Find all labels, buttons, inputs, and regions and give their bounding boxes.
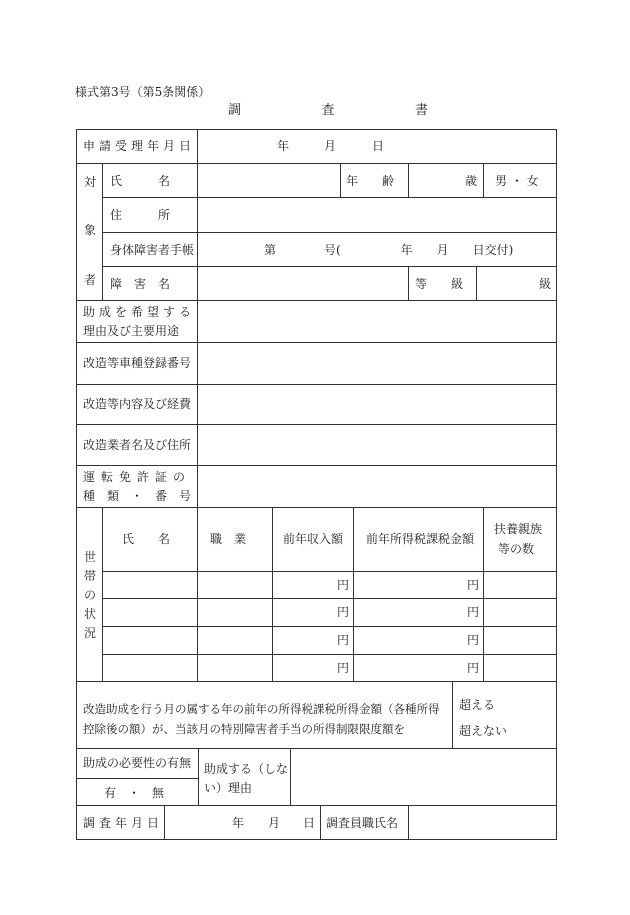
form-number: 様式第3号（第5条関係） <box>75 85 211 99</box>
reason-field[interactable] <box>198 301 556 342</box>
yen-unit: 円 <box>337 633 350 647</box>
yen-unit: 円 <box>467 661 480 675</box>
income-check-text: 改造助成を行う月の属する年の前年の所得税課税所得金額（各種所得 <box>83 702 440 716</box>
certificate-value[interactable]: 第 号( 年 月 日交付) <box>264 243 514 257</box>
household-dependents-header: 扶養親族 <box>494 522 543 536</box>
grade-unit: 級 <box>539 277 552 291</box>
title-char: 査 <box>321 103 335 118</box>
household-side-char: 世 <box>84 550 97 564</box>
vehicle-registration-label: 改造等車種登録番号 <box>83 356 192 370</box>
necessity-choice[interactable]: 有 ・ 無 <box>104 786 165 800</box>
yen-unit: 円 <box>337 578 350 592</box>
license-label: 種 類 ・ 番 号 <box>83 489 192 503</box>
yen-unit: 円 <box>467 578 480 592</box>
grade-label: 等 級 <box>415 277 464 291</box>
day-label: 日 <box>372 139 385 153</box>
disability-label: 障 害 名 <box>110 277 171 291</box>
household-side-char: 帯 <box>84 569 97 583</box>
age-unit: 歳 <box>465 174 478 188</box>
modification-field[interactable] <box>198 385 556 424</box>
reason-for-grant-field[interactable] <box>291 749 556 805</box>
yen-unit: 円 <box>467 633 480 647</box>
yen-unit: 円 <box>467 605 480 619</box>
application-date-field[interactable] <box>198 130 556 163</box>
contractor-label: 改造業者名及び住所 <box>83 438 192 452</box>
title-char: 調 <box>228 103 242 118</box>
investigation-date-label: 調査年月日 <box>83 816 164 830</box>
license-label: 運転免許証の <box>83 470 192 484</box>
application-date-label: 申請受理年月日 <box>83 139 196 153</box>
license-field[interactable] <box>198 466 556 507</box>
investigation-date-field[interactable] <box>165 806 320 839</box>
subject-side-char: 象 <box>84 223 97 237</box>
address-label: 住 所 <box>110 208 171 222</box>
vehicle-registration-field[interactable] <box>198 343 556 384</box>
household-side-char: 況 <box>84 626 97 640</box>
name-label: 氏 名 <box>110 174 171 188</box>
title-char: 書 <box>414 103 428 118</box>
certificate-label: 身体障害者手帳 <box>110 243 195 257</box>
household-name-header: 氏 名 <box>122 532 171 546</box>
household-dependents-header: 等の数 <box>498 542 535 556</box>
name-field[interactable] <box>198 164 340 197</box>
household-occupation-header: 職 業 <box>210 532 247 546</box>
necessity-label: 助成の必要性の有無 <box>83 756 192 770</box>
reason-label: 理由及び主要用途 <box>83 324 180 338</box>
subject-side-char: 対 <box>84 175 97 189</box>
yen-unit: 円 <box>337 661 350 675</box>
modification-label: 改造等内容及び経費 <box>83 397 192 411</box>
year-label: 年 <box>277 139 290 153</box>
document-title <box>228 104 428 117</box>
exceeds-option[interactable]: 超える <box>459 698 496 712</box>
investigator-field[interactable] <box>409 806 556 839</box>
household-income-header: 前年収入額 <box>283 532 344 546</box>
disability-field[interactable] <box>198 267 408 300</box>
month-label: 月 <box>324 139 337 153</box>
reason-label: 助成を希望する <box>83 305 196 319</box>
sex-choice[interactable]: 男 ・ 女 <box>495 174 539 188</box>
month-label: 月 <box>268 816 281 830</box>
not-exceeds-option[interactable]: 超えない <box>459 724 508 738</box>
household-tax-header: 前年所得税課税金額 <box>366 532 475 546</box>
age-label: 年 齢 <box>346 174 395 188</box>
subject-side-char: 者 <box>84 273 97 287</box>
reason-for-grant-label: い）理由 <box>204 781 253 795</box>
contractor-field[interactable] <box>198 425 556 465</box>
investigator-label: 調査員職氏名 <box>326 816 399 830</box>
address-field[interactable] <box>198 198 556 232</box>
household-side-char: 状 <box>84 607 97 621</box>
reason-for-grant-label: 助成する（しな <box>204 762 289 776</box>
year-label: 年 <box>232 816 245 830</box>
day-label: 日 <box>303 816 316 830</box>
household-side-char: の <box>84 588 97 602</box>
yen-unit: 円 <box>337 605 350 619</box>
income-check-text: 控除後の額）が、当該月の特別障害者手当の所得制限限度額を <box>83 722 405 736</box>
